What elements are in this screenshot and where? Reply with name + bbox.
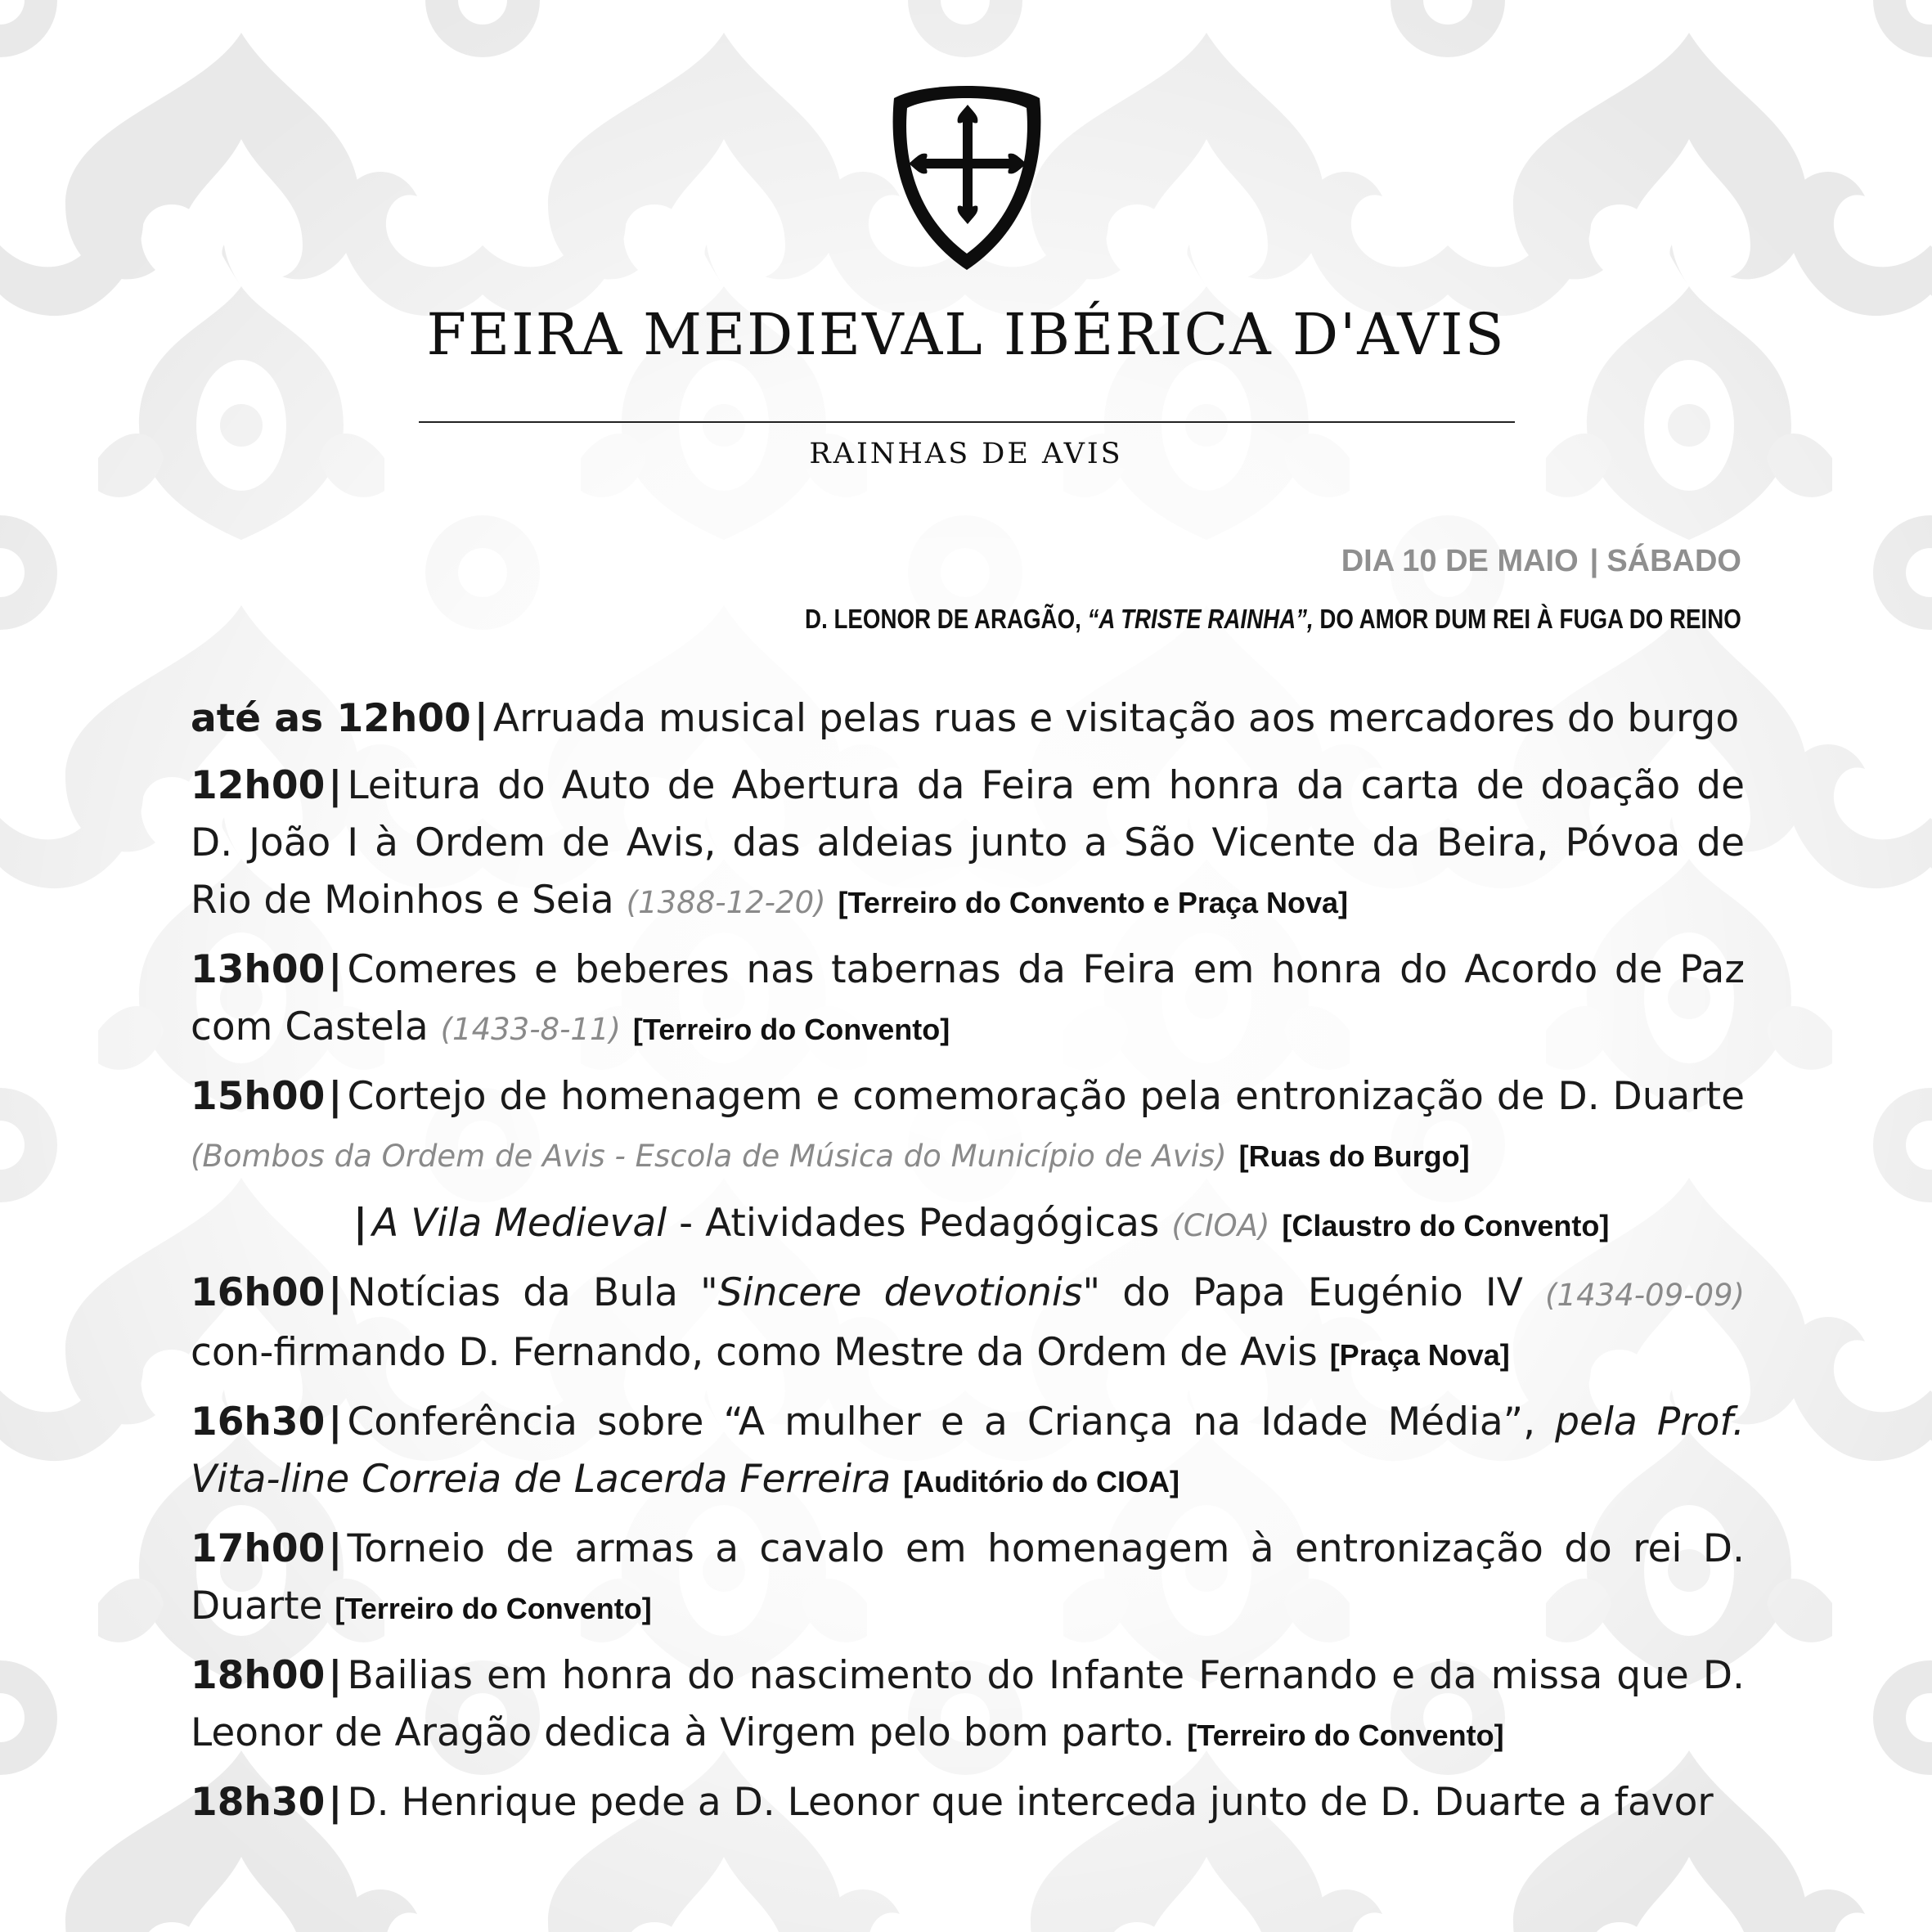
entry-date-note: (1434-09-09): [1545, 1278, 1745, 1313]
entry-separator: |: [328, 763, 343, 808]
entry-separator: |: [328, 1074, 343, 1119]
entry-location: [Ruas do Burgo]: [1238, 1139, 1470, 1173]
entry-note: (Bombos da Ordem de Avis - Escola de Música do Município de Avis): [191, 1139, 1227, 1174]
entry-time: 12h00: [191, 763, 326, 808]
entry-separator: |: [474, 696, 488, 741]
entry-text: Cortejo de homenagem e comemoração pela entronização de D. Duarte: [347, 1074, 1745, 1119]
entry-separator: |: [328, 1526, 343, 1571]
entry-location: [Terreiro do Convento e Praça Nova]: [838, 886, 1348, 919]
entry-text: Notícias da Bula: [347, 1270, 701, 1315]
day-date: DIA 10 DE MAIO: [1341, 544, 1579, 578]
entry-location: [Terreiro do Convento]: [335, 1592, 652, 1625]
schedule-entry: [191, 690, 1745, 748]
schedule-entry: [191, 1521, 1745, 1638]
entry-separator: |: [328, 1270, 343, 1315]
entry-location: [Praça Nova]: [1329, 1338, 1510, 1372]
day-theme-suffix: DO AMOR DUM REI À FUGA DO REINO: [1313, 604, 1741, 634]
entry-separator: |: [353, 1201, 368, 1246]
entry-time: 15h00: [191, 1074, 326, 1119]
entry-text: D. Henrique pede a D. Leonor que interceda junto de D. Duarte a favor: [347, 1780, 1714, 1825]
schedule-entry: [191, 1647, 1745, 1764]
entry-time: 18h00: [191, 1653, 326, 1698]
schedule-entry: [191, 1195, 1745, 1255]
entry-bull-title: "Sincere devotionis": [700, 1270, 1101, 1315]
day-theme-prefix: D. LEONOR DE ARAGÃO,: [805, 604, 1088, 634]
day-weekday: SÁBADO: [1606, 544, 1741, 578]
entry-separator: |: [328, 1780, 343, 1825]
entry-text: - Atividades Pedagógicas: [667, 1201, 1160, 1246]
entry-location: [Auditório do CIOA]: [903, 1465, 1179, 1498]
entry-location: [Claustro do Convento]: [1282, 1209, 1610, 1242]
entry-text: Comeres e beberes nas tabernas da Feira em honra do Acordo de Paz com Castela: [191, 947, 1745, 1049]
entry-location: [Terreiro do Convento]: [632, 1013, 950, 1046]
entry-time: até as 12h00: [191, 696, 471, 741]
schedule-entry: [191, 1265, 1745, 1384]
entry-time: 16h00: [191, 1270, 326, 1315]
entry-text: Leitura do Auto de Abertura da Feira em honra da carta de doação de D. João I à Ordem de Avis, das aldeias junto a São Vicente da Beira, Póvoa de Rio de Moinhos e Seia: [191, 763, 1745, 923]
day-theme-quote: “A TRISTE RAINHA”,: [1087, 604, 1314, 634]
entry-text: Torneio de armas a cavalo em homenagem à entronização do rei D. Duarte: [191, 1526, 1745, 1629]
schedule-entry: [191, 757, 1745, 932]
day-theme: [805, 604, 1741, 635]
entry-text: Arruada musical pelas ruas e visitação aos mercadores do burgo: [492, 696, 1740, 741]
schedule-entry: [191, 1068, 1745, 1185]
avis-shield-logo: [883, 75, 1051, 278]
entry-separator: |: [328, 947, 343, 992]
fair-title: FEIRA MEDIEVAL IBÉRICA D'AVIS: [426, 301, 1506, 368]
entry-time: 18h30: [191, 1780, 326, 1825]
entry-location: [Terreiro do Convento]: [1187, 1719, 1504, 1752]
title-divider: [419, 421, 1515, 423]
entry-speaker: pela Prof. Vita-line Correia de Lacerda Ferreira: [191, 1400, 1745, 1502]
entry-title: A Vila Medieval: [372, 1201, 667, 1246]
schedule-entry: [191, 1394, 1745, 1511]
entry-date-note: (1388-12-20): [626, 885, 826, 920]
schedule-entry: [191, 1774, 1745, 1831]
entry-separator: |: [328, 1400, 343, 1445]
fair-subtitle: RAINHAS DE AVIS: [809, 438, 1123, 470]
entry-text: con-firmando D. Fernando, como Mestre da Ordem de Avis: [191, 1330, 1318, 1375]
day-separator: |: [1589, 544, 1599, 578]
entry-date-note: (1433-8-11): [440, 1012, 621, 1047]
entry-text: Conferência sobre “A mulher e a Criança na Idade Média”,: [347, 1400, 1556, 1445]
entry-time: 13h00: [191, 947, 326, 992]
entry-separator: |: [328, 1653, 343, 1698]
schedule-entry: [191, 941, 1745, 1058]
entry-note: (CIOA): [1171, 1208, 1270, 1243]
entry-text: do Papa Eugénio IV: [1100, 1270, 1523, 1315]
entry-text: Bailias em honra do nascimento do Infante Fernando e da missa que D. Leonor de Aragão dedica à Virgem pelo bom parto.: [191, 1653, 1745, 1755]
schedule-list: [191, 690, 1745, 1841]
day-heading: [1341, 544, 1741, 579]
entry-time: 17h00: [191, 1526, 326, 1571]
entry-time: 16h30: [191, 1400, 326, 1445]
